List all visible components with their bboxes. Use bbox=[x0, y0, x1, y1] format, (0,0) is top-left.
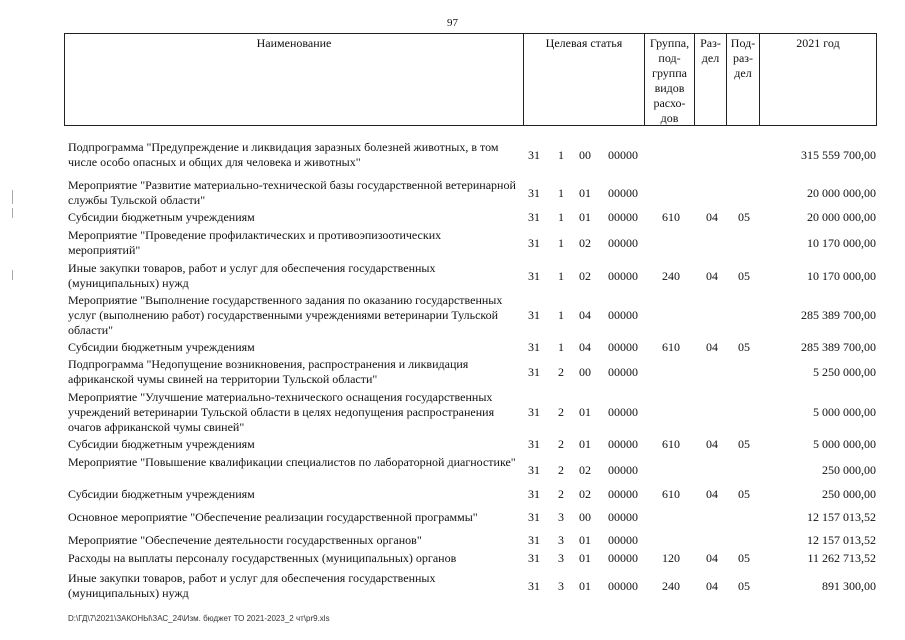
row-code-b: 1 bbox=[558, 147, 564, 162]
row-amount: 891 300,00 bbox=[822, 578, 876, 593]
row-code-c: 01 bbox=[579, 551, 591, 565]
row-code-b: 3 bbox=[558, 578, 564, 593]
table-row bbox=[0, 261, 905, 291]
row-code-a: 31 bbox=[528, 340, 540, 354]
row-code-b: 3 bbox=[558, 533, 564, 547]
row-code-a: 31 bbox=[528, 364, 540, 379]
row-code-pr: 05 bbox=[738, 210, 750, 224]
row-code-a: 31 bbox=[528, 185, 540, 200]
table-row bbox=[0, 533, 905, 548]
row-amount: 285 389 700,00 bbox=[801, 308, 876, 322]
row-code-d: 00000 bbox=[608, 551, 638, 565]
row-code-vr: 610 bbox=[662, 437, 680, 451]
row-code-vr: 120 bbox=[662, 551, 680, 565]
row-code-d: 00000 bbox=[608, 405, 638, 419]
row-amount: 12 157 013,52 bbox=[807, 533, 876, 547]
row-code-b: 3 bbox=[558, 551, 564, 565]
table-row bbox=[0, 437, 905, 452]
row-code-rz: 04 bbox=[706, 551, 718, 565]
table-row bbox=[0, 228, 905, 258]
row-code-b: 3 bbox=[558, 510, 564, 524]
row-name: Мероприятие "Развитие материально-технической базы государственной ветеринарной службы Тульской области" bbox=[68, 178, 516, 207]
row-name: Мероприятие "Проведение профилактических и противоэпизоотических мероприятий" bbox=[68, 228, 442, 257]
row-code-c: 01 bbox=[579, 437, 591, 451]
row-code-pr: 05 bbox=[738, 551, 750, 565]
row-code-d: 00000 bbox=[608, 462, 638, 477]
row-code-a: 31 bbox=[528, 533, 540, 547]
header-target: Целевая статья bbox=[524, 34, 645, 125]
row-code-d: 00000 bbox=[608, 578, 638, 593]
row-name: Мероприятие "Повышение квалификации специалистов по лабораторной диагностике" bbox=[68, 455, 516, 469]
row-code-rz: 04 bbox=[706, 268, 718, 283]
row-code-pr: 05 bbox=[738, 578, 750, 593]
table-row bbox=[0, 140, 905, 170]
row-code-c: 01 bbox=[579, 185, 591, 200]
table-row bbox=[0, 340, 905, 355]
file-path-footer: D:\ГД\7\2021\ЗАКОНЫ\ЗАС_24\Изм. бюджет ТО 2021-2023_2 чт\pr9.xls bbox=[68, 614, 330, 623]
row-code-d: 00000 bbox=[608, 364, 638, 379]
row-name: Основное мероприятие "Обеспечение реализации государственной программы" bbox=[68, 510, 478, 524]
table-row bbox=[0, 178, 905, 208]
row-name: Субсидии бюджетным учреждениям bbox=[68, 437, 255, 451]
row-code-rz: 04 bbox=[706, 578, 718, 593]
row-code-c: 04 bbox=[579, 308, 591, 322]
row-code-c: 01 bbox=[579, 533, 591, 547]
row-code-pr: 05 bbox=[738, 437, 750, 451]
row-code-d: 00000 bbox=[608, 210, 638, 224]
header-section: Раз- дел bbox=[695, 34, 727, 125]
table-row bbox=[0, 571, 905, 601]
row-code-b: 2 bbox=[558, 462, 564, 477]
row-code-vr: 610 bbox=[662, 340, 680, 354]
row-code-b: 1 bbox=[558, 268, 564, 283]
row-amount: 20 000 000,00 bbox=[807, 185, 876, 200]
row-code-b: 2 bbox=[558, 437, 564, 451]
row-code-d: 00000 bbox=[608, 437, 638, 451]
table-row bbox=[0, 357, 905, 387]
header-subsection: Под- раз- дел bbox=[727, 34, 760, 125]
row-code-a: 31 bbox=[528, 268, 540, 283]
row-name: Субсидии бюджетным учреждениям bbox=[68, 340, 255, 354]
table-row bbox=[0, 510, 905, 525]
row-code-a: 31 bbox=[528, 210, 540, 224]
row-code-b: 1 bbox=[558, 340, 564, 354]
row-code-d: 00000 bbox=[608, 487, 638, 501]
row-code-d: 00000 bbox=[608, 235, 638, 250]
row-amount: 10 170 000,00 bbox=[807, 235, 876, 250]
row-amount: 5 000 000,00 bbox=[813, 405, 876, 419]
row-code-b: 2 bbox=[558, 487, 564, 501]
row-name: Подпрограмма "Недопущение возникновения, распространения и ликвидация африканской чумы свиней на территории Тульской области" bbox=[68, 357, 469, 386]
row-code-a: 31 bbox=[528, 437, 540, 451]
row-code-a: 31 bbox=[528, 462, 540, 477]
row-code-c: 02 bbox=[579, 268, 591, 283]
row-code-pr: 05 bbox=[738, 340, 750, 354]
row-code-a: 31 bbox=[528, 510, 540, 524]
row-code-c: 00 bbox=[579, 147, 591, 162]
row-code-a: 31 bbox=[528, 405, 540, 419]
row-code-vr: 610 bbox=[662, 487, 680, 501]
row-code-d: 00000 bbox=[608, 510, 638, 524]
header-group: Группа, под- группа видов расхо- дов bbox=[645, 34, 695, 125]
row-amount: 5 250 000,00 bbox=[813, 364, 876, 379]
row-code-pr: 05 bbox=[738, 268, 750, 283]
row-code-d: 00000 bbox=[608, 308, 638, 322]
row-code-d: 00000 bbox=[608, 533, 638, 547]
row-code-b: 1 bbox=[558, 210, 564, 224]
table-row bbox=[0, 455, 905, 485]
row-code-pr: 05 bbox=[738, 487, 750, 501]
row-code-b: 2 bbox=[558, 405, 564, 419]
row-amount: 11 262 713,52 bbox=[807, 551, 876, 565]
row-name: Расходы на выплаты персоналу государственных (муниципальных) органов bbox=[68, 551, 457, 565]
row-code-vr: 240 bbox=[662, 268, 680, 283]
row-code-a: 31 bbox=[528, 308, 540, 322]
row-code-d: 00000 bbox=[608, 147, 638, 162]
row-code-a: 31 bbox=[528, 147, 540, 162]
row-code-b: 2 bbox=[558, 364, 564, 379]
table-row bbox=[0, 210, 905, 225]
row-code-c: 04 bbox=[579, 340, 591, 354]
table-row bbox=[0, 293, 905, 338]
row-amount: 250 000,00 bbox=[822, 487, 876, 501]
row-code-d: 00000 bbox=[608, 268, 638, 283]
row-amount: 315 559 700,00 bbox=[801, 147, 876, 162]
row-name: Субсидии бюджетным учреждениям bbox=[68, 210, 255, 224]
header-year: 2021 год bbox=[796, 36, 840, 50]
row-code-a: 31 bbox=[528, 235, 540, 250]
row-name: Подпрограмма "Предупреждение и ликвидация заразных болезней животных, в том числе особо опасных и общих для человека и животных" bbox=[68, 140, 499, 169]
row-amount: 20 000 000,00 bbox=[807, 210, 876, 224]
row-code-vr: 240 bbox=[662, 578, 680, 593]
row-code-c: 02 bbox=[579, 462, 591, 477]
row-name: Иные закупки товаров, работ и услуг для обеспечения государственных (муниципальных) нужд bbox=[68, 261, 436, 290]
table-row bbox=[0, 390, 905, 435]
row-code-c: 01 bbox=[579, 210, 591, 224]
row-code-rz: 04 bbox=[706, 340, 718, 354]
table-row bbox=[0, 487, 905, 502]
row-code-rz: 04 bbox=[706, 210, 718, 224]
row-code-b: 1 bbox=[558, 235, 564, 250]
row-code-c: 02 bbox=[579, 235, 591, 250]
row-code-d: 00000 bbox=[608, 185, 638, 200]
row-code-c: 00 bbox=[579, 510, 591, 524]
row-name: Мероприятие "Улучшение материально-технического оснащения государственных учреждений ветеринарии Тульской области в целях недопущения распространения очагов африканской чумы свиней" bbox=[68, 390, 495, 434]
row-code-a: 31 bbox=[528, 551, 540, 565]
row-code-c: 02 bbox=[579, 487, 591, 501]
row-code-rz: 04 bbox=[706, 437, 718, 451]
page-number: 97 bbox=[447, 17, 458, 29]
row-code-c: 00 bbox=[579, 364, 591, 379]
row-name: Мероприятие "Выполнение государственного задания по оказанию государственных услуг (выполнению работ) государственными учреждениями ветеринарии Тульской области" bbox=[68, 293, 503, 337]
row-code-vr: 610 bbox=[662, 210, 680, 224]
row-amount: 285 389 700,00 bbox=[801, 340, 876, 354]
row-amount: 10 170 000,00 bbox=[807, 268, 876, 283]
row-code-b: 1 bbox=[558, 308, 564, 322]
row-code-c: 01 bbox=[579, 405, 591, 419]
row-name: Иные закупки товаров, работ и услуг для обеспечения государственных (муниципальных) нужд bbox=[68, 571, 436, 600]
row-code-b: 1 bbox=[558, 185, 564, 200]
row-amount: 5 000 000,00 bbox=[813, 437, 876, 451]
row-code-a: 31 bbox=[528, 487, 540, 501]
table-header bbox=[64, 33, 877, 126]
header-name: Наименование bbox=[65, 34, 524, 125]
table-row bbox=[0, 551, 905, 566]
row-name: Субсидии бюджетным учреждениям bbox=[68, 487, 255, 501]
row-amount: 12 157 013,52 bbox=[807, 510, 876, 524]
row-code-rz: 04 bbox=[706, 487, 718, 501]
row-code-a: 31 bbox=[528, 578, 540, 593]
row-code-c: 01 bbox=[579, 578, 591, 593]
row-code-d: 00000 bbox=[608, 340, 638, 354]
row-name: Мероприятие "Обеспечение деятельности государственных органов" bbox=[68, 533, 422, 547]
row-amount: 250 000,00 bbox=[822, 462, 876, 477]
